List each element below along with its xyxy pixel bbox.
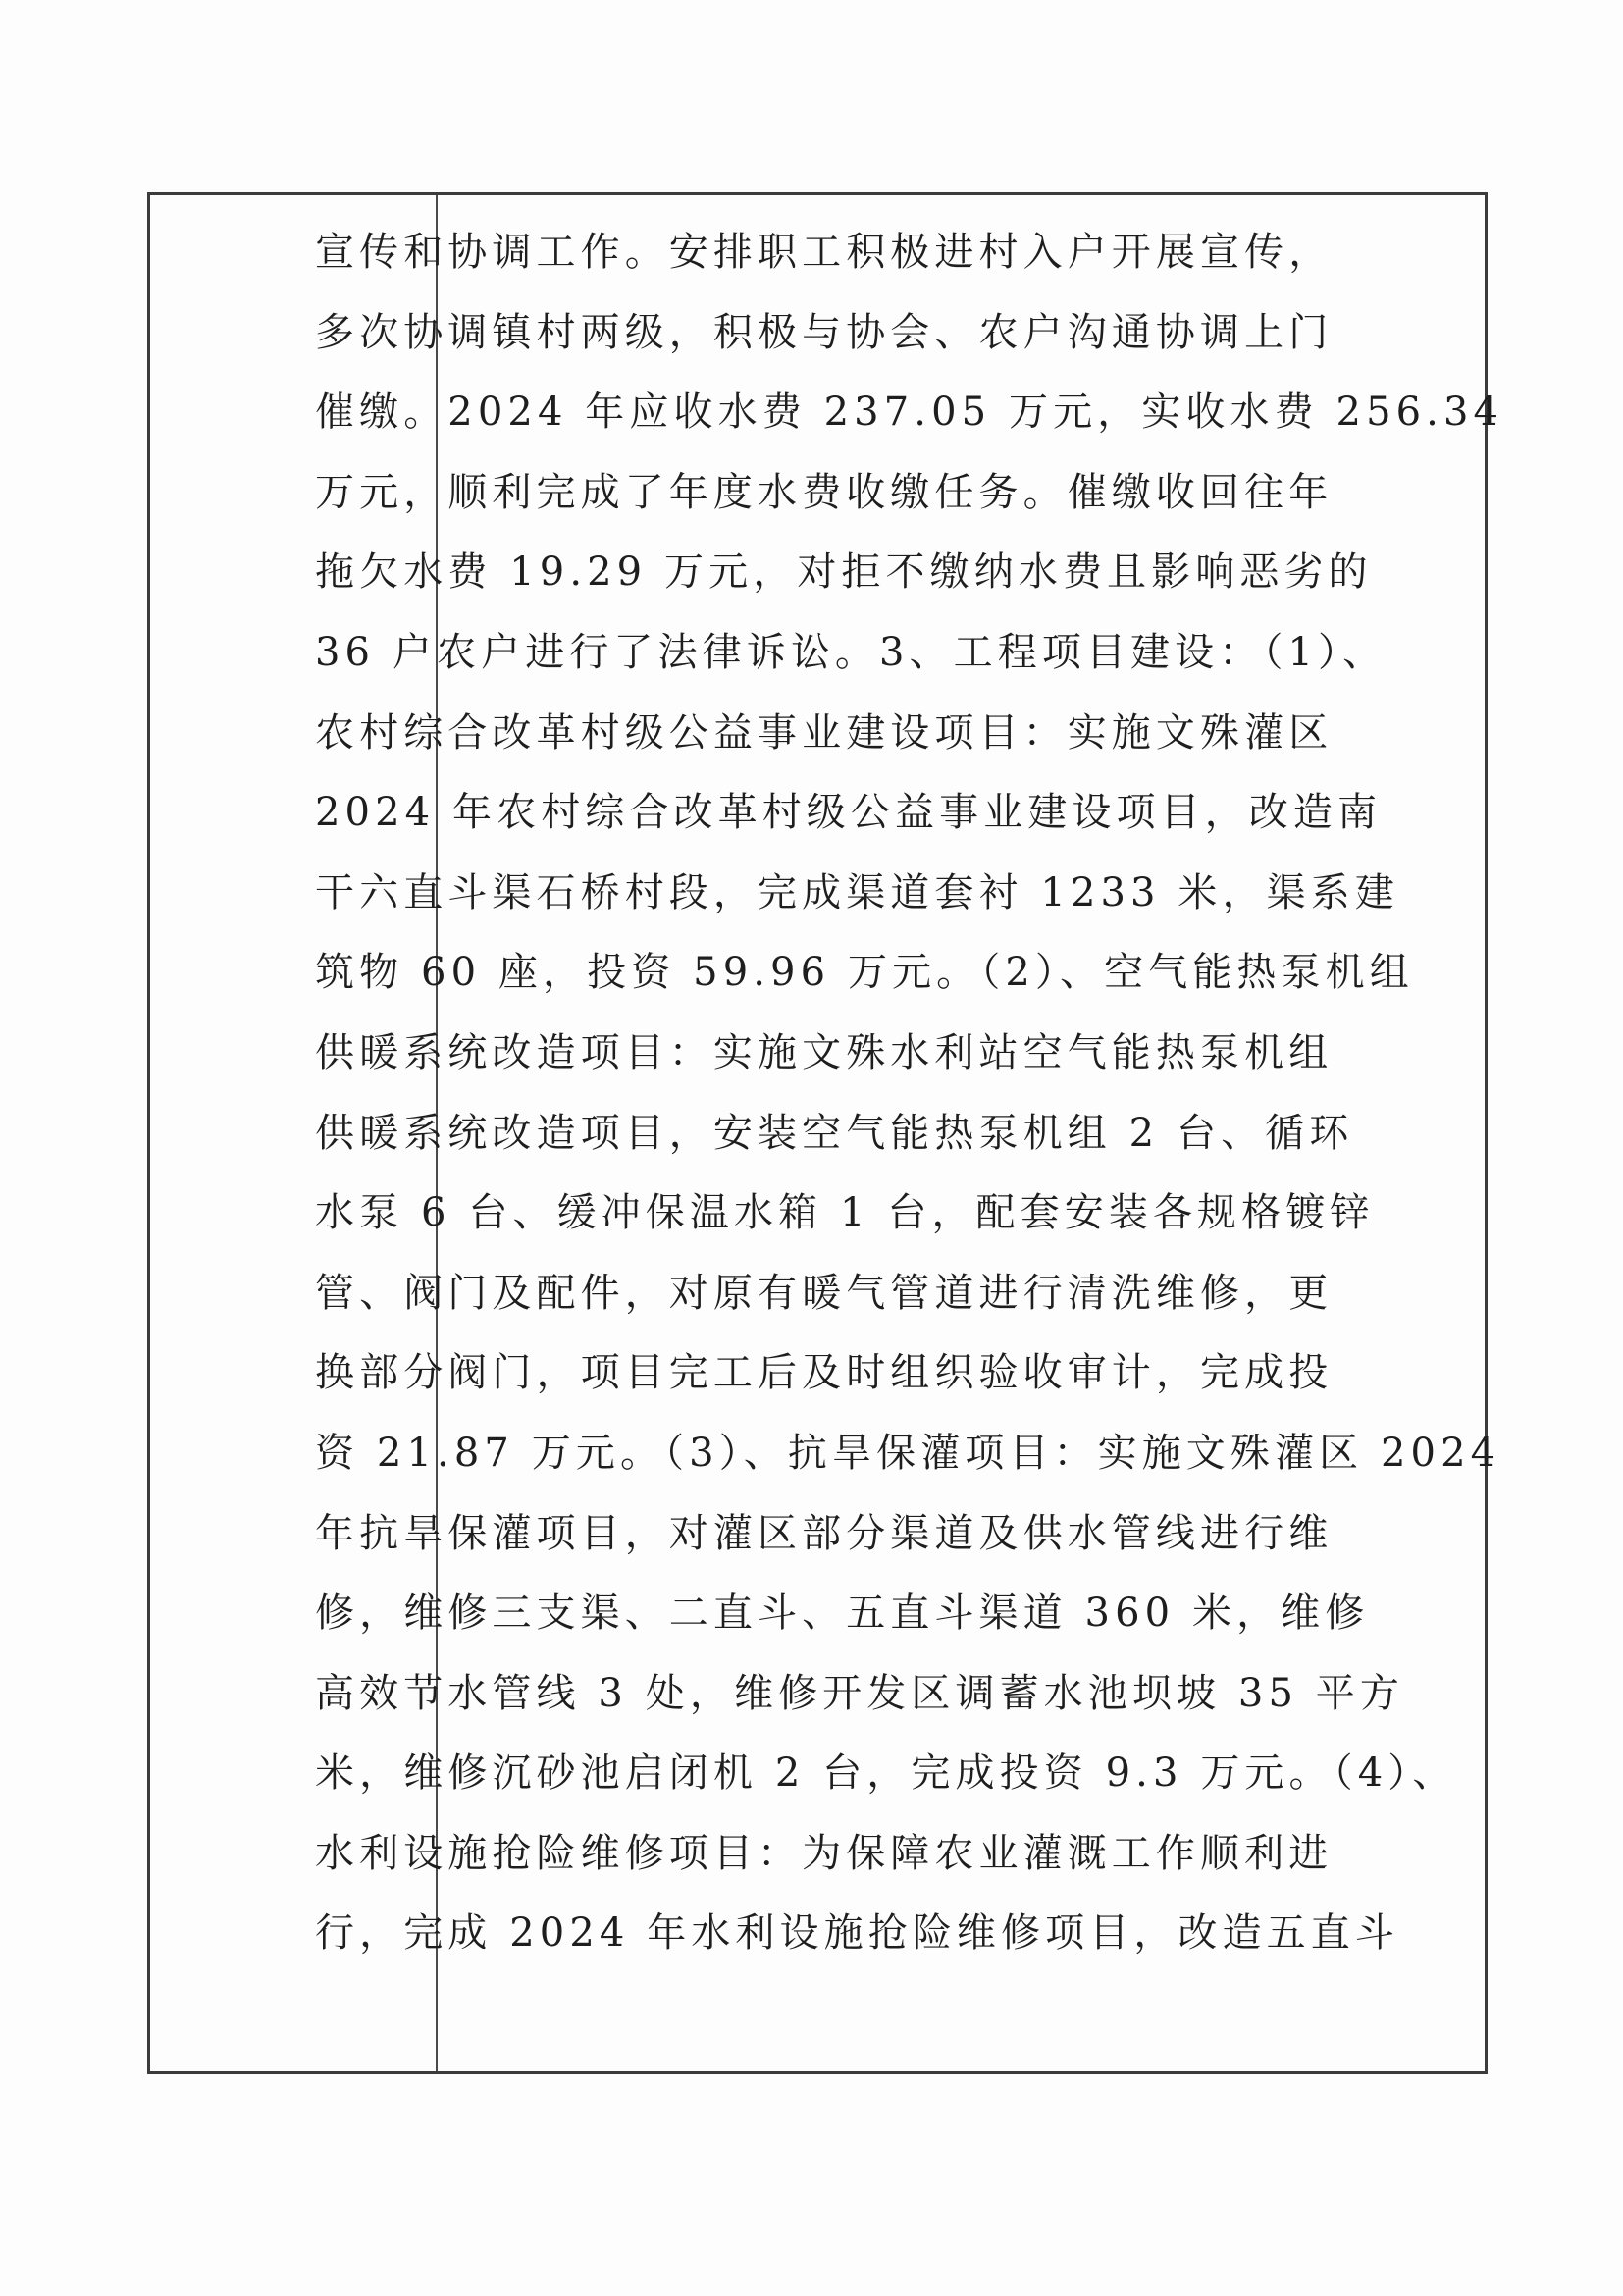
text-line: 拖欠水费 19.29 万元，对拒不缴纳水费且影响恶劣的 — [315, 549, 1373, 596]
text-line: 供暖系统改造项目，安装空气能热泵机组 2 台、循环 — [315, 1110, 1354, 1156]
report-table — [147, 192, 1504, 2074]
text-line: 多次协调镇村两级，积极与协会、农户沟通协调上门 — [315, 309, 1334, 355]
text-line: 水泵 6 台、缓冲保温水箱 1 台，配套安装各规格镀锌 — [315, 1190, 1375, 1236]
text-line: 资 21.87 万元。（3）、抗旱保灌项目：实施文殊灌区 2024 — [315, 1430, 1501, 1476]
text-line: 2024 年农村综合改革村级公益事业建设项目，改造南 — [315, 790, 1383, 836]
content-paragraph — [315, 213, 1504, 1974]
text-line: 供暖系统改造项目：实施文殊水利站空气能热泵机组 — [315, 1029, 1334, 1075]
text-line: 宣传和协调工作。安排职工积极进村入户开展宣传， — [315, 230, 1334, 275]
text-line: 高效节水管线 3 处，维修开发区调蓄水池坝坡 35 平方 — [315, 1670, 1405, 1716]
text-line: 36 户农户进行了法律诉讼。3、工程项目建设：（1）、 — [315, 629, 1387, 675]
text-line: 年抗旱保灌项目，对灌区部分渠道及供水管线进行维 — [315, 1510, 1334, 1556]
text-line: 筑物 60 座，投资 59.96 万元。（2）、空气能热泵机组 — [315, 950, 1414, 996]
text-line: 修，维修三支渠、二直斗、五直斗渠道 360 米，维修 — [315, 1591, 1370, 1637]
text-line: 管、阀门及配件，对原有暖气管道进行清洗维修，更 — [315, 1270, 1334, 1316]
text-line: 换部分阀门，项目完工后及时组织验收审计，完成投 — [315, 1350, 1334, 1396]
text-line: 米，维修沉砂池启闭机 2 台，完成投资 9.3 万元。（4）、 — [315, 1750, 1457, 1797]
text-line: 万元，顺利完成了年度水费收缴任务。催缴收回往年 — [315, 469, 1334, 515]
text-line: 催缴。2024 年应收水费 237.05 万元，实收水费 256.34 — [315, 390, 1504, 436]
text-line: 行，完成 2024 年水利设施抢险维修项目，改造五直斗 — [315, 1910, 1399, 1957]
text-line: 干六直斗渠石桥村段，完成渠道套衬 1233 米，渠系建 — [315, 869, 1399, 915]
text-line: 水利设施抢险维修项目：为保障农业灌溉工作顺利进 — [315, 1830, 1334, 1876]
text-line: 农村综合改革村级公益事业建设项目：实施文殊灌区 — [315, 709, 1334, 756]
